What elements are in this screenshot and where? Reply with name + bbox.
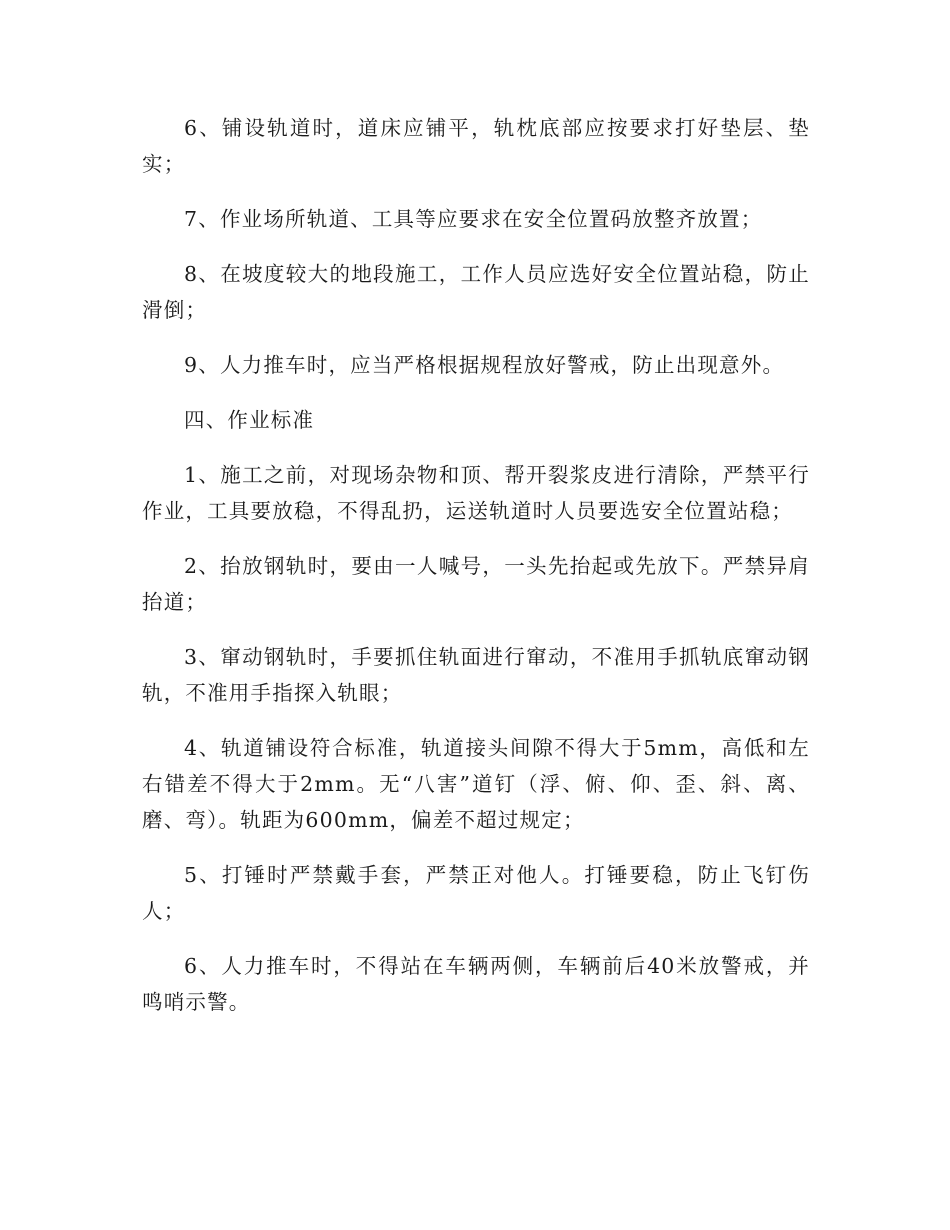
paragraph-push-warning: 6、人力推车时，不得站在车辆两侧，车辆前后40米放警戒，并鸣哨示警。 <box>142 954 810 1014</box>
paragraph-pre-construction: 1、施工之前，对现场杂物和顶、帮开裂浆皮进行清除，严禁平行作业，工具要放稳，不得乱扔，运送轨道时人员要选安全位置站稳； <box>142 463 810 523</box>
paragraph-manual-push: 9、人力推车时，应当严格根据规程放好警戒，防止出现意外。 <box>184 353 785 377</box>
paragraph-hammering: 5、打锤时严禁戴手套，严禁正对他人。打锤要稳，防止飞钉伤人； <box>142 863 810 923</box>
paragraph-lifting-rails: 2、抬放钢轨时，要由一人喊号，一头先抬起或先放下。严禁异肩抬道； <box>142 554 810 614</box>
paragraph-storage: 7、作业场所轨道、工具等应要求在安全位置码放整齐放置； <box>184 207 763 231</box>
paragraph-track-standards: 4、轨道铺设符合标准，轨道接头间隙不得大于5mm，高低和左右错差不得大于2mm。无“八害”道钉（浮、俯、仰、歪、斜、离、磨、弯）。轨距为600mm，偏差不超过规定； <box>142 736 810 832</box>
paragraph-slope-work: 8、在坡度较大的地段施工，工作人员应选好安全位置站稳，防止滑倒； <box>142 262 810 322</box>
document-body <box>142 110 810 1039</box>
section-heading-standards: 四、作业标准 <box>184 408 315 432</box>
paragraph-rail-laying: 6、铺设轨道时，道床应铺平，轨枕底部应按要求打好垫层、垫实； <box>142 116 810 176</box>
paragraph-shifting-rails: 3、窜动钢轨时，手要抓住轨面进行窜动，不准用手抓轨底窜动钢轨，不准用手指探入轨眼； <box>142 645 810 705</box>
